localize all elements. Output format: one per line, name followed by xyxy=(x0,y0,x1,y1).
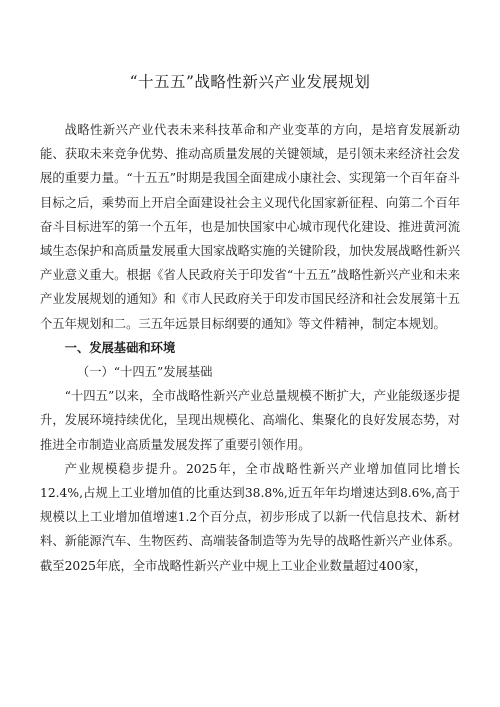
subsection-heading: （一）“十四五”发展基础 xyxy=(76,365,213,380)
section-heading: 一、发展基础和环境 xyxy=(64,339,176,355)
basis-paragraph: “十四五”以来，全市战略性新兴产业总量规模不断扩大，产业能级逐步提升，发展环境持续优化，呈现出规模化、高端化、集聚化的良好发展态势，对推进全市制造业高质量发展发挥了重要引领作用。 xyxy=(40,389,460,452)
document-body xyxy=(40,118,460,578)
scale-paragraph: 产业规模稳步提升。2025年，全市战略性新兴产业增加值同比增长12.4%,占规上工业增加值的比重达到38.8%,近五年年均增速达到8.6%,高于规模以上工业增加值增速1.2个百分点，初步形成了以新一代信息技术、新材料、新能源汽车、生物医药、高端装备制造等为先导的战略性新兴产业体系。截至2025年底，全市战略性新兴产业中规上工业企业数量超过400家， xyxy=(40,461,460,573)
document-title: “十五五”战略性新兴产业发展规划 xyxy=(129,73,371,91)
intro-paragraph: 战略性新兴产业代表未来科技革命和产业变革的方向，是培育发展新动能、获取未来竞争优势、推动高质量发展的关键领域，是引领未来经济社会发展的重要力量。“十五五”时期是我国全面建成小康社会、实现第一个百年奋斗目标之后，乘势而上开启全面建设社会主义现代化国家新征程、向第二个百年奋斗目标进军的第一个五年，也是加快国家中心城市现代化建设、推进黄河流域生态保护和高质量发展重大国家战略实施的关键阶段，加快发展战略性新兴产业意义重大。根据《省人民政府关于印发省“十五五”战略性新兴产业和未来产业发展规划的通知》和《市人民政府关于印发市国民经济和社会发展第十五个五年规划和二。三五年远景目标纲要的通知》等文件精神，制定本规划。 xyxy=(40,123,460,331)
